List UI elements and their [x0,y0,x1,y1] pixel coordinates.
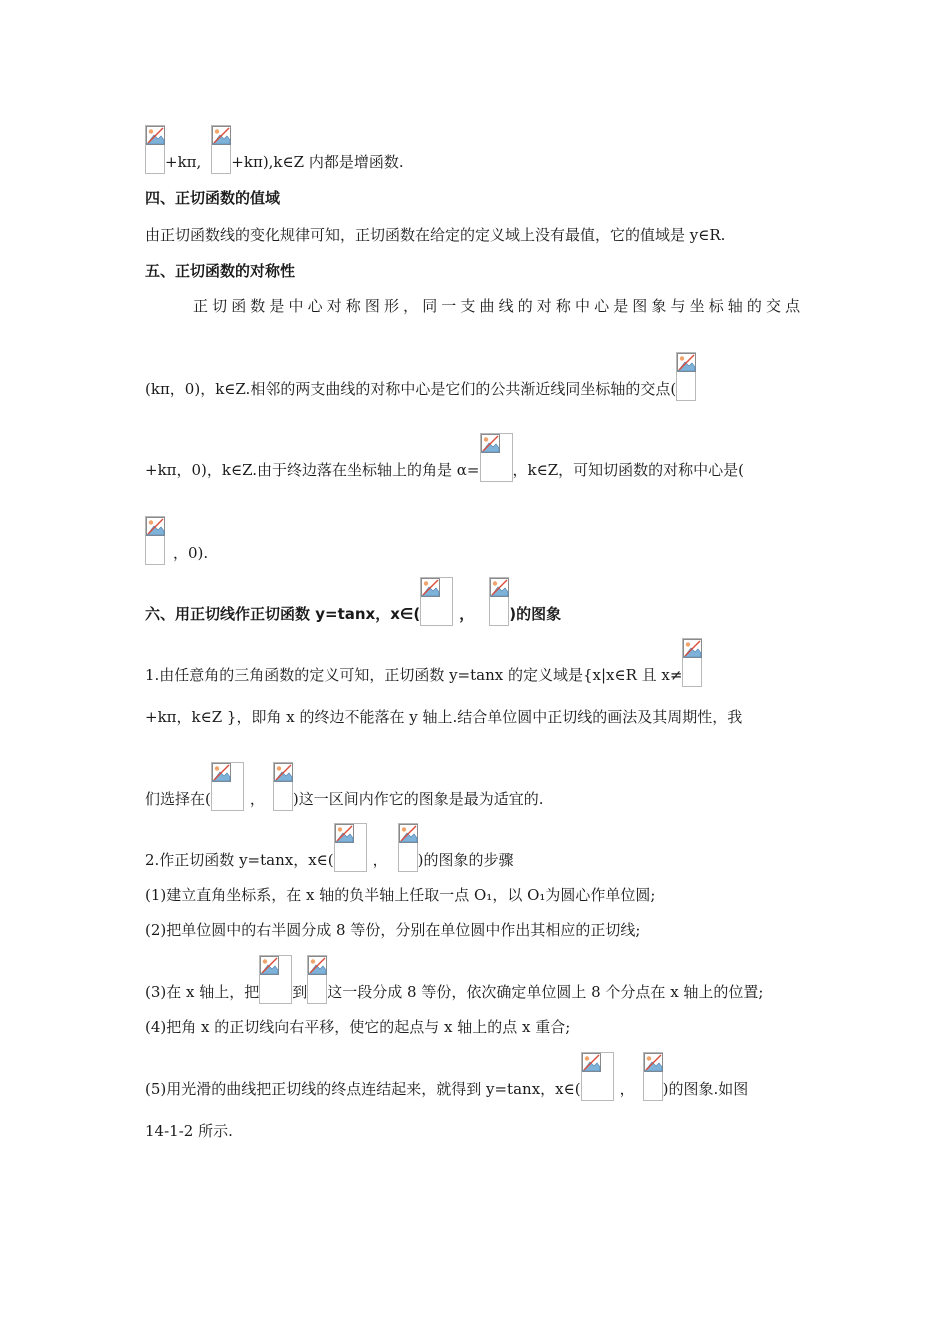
text: )的图象 [509,605,562,623]
paragraph-symmetry-3 [145,433,744,480]
text: ，k∈Z，可知切函数的对称中心是( [512,461,744,479]
text: 这一段分成 8 等份，依次确定单位圆上 8 个分点在 x 轴上的位置; [327,983,764,1001]
broken-image-icon [334,823,367,872]
broken-image-icon [211,125,231,174]
broken-image-icon [489,577,509,626]
broken-image-icon [273,762,293,811]
step-4: (4)把角 x 的正切线向右平移，使它的起点与 x 轴上的点 x 重合; [145,1018,571,1036]
broken-image-glyph [146,517,165,536]
paragraph-domain-3 [145,762,544,809]
text: )的图象.如图 [662,1080,749,1098]
broken-image-glyph [308,956,327,975]
step-2: (2)把单位圆中的右半圆分成 8 等份，分别在单位圆中作出其相应的正切线; [145,921,641,939]
broken-image-icon [643,1052,663,1101]
text: )的图象的步骤 [417,851,514,869]
step-1: (1)建立直角坐标系，在 x 轴的负半轴上任取一点 O₁，以 O₁为圆心作单位圆; [145,886,656,904]
text: +kπ),k∈Z 内都是增函数. [231,153,404,171]
broken-image-glyph [490,578,509,597]
text: 到 [292,983,308,1001]
paragraph-steps-title [145,823,514,870]
section-heading-range: 四、正切函数的值域 [145,189,281,207]
broken-image-glyph [335,824,354,843]
broken-image-icon [211,762,244,811]
broken-image-glyph [212,126,231,145]
text: ， [372,851,388,869]
paragraph-symmetry-1: 正切函数是中心对称图形，同一支曲线的对称中心是图象与坐标轴的交点 [193,297,805,315]
text: +kπ, [165,153,202,171]
paragraph-range: 由正切函数线的变化规律可知，正切函数在给定的定义域上没有最值，它的值域是 y∈R. [145,226,726,244]
broken-image-glyph [582,1053,601,1072]
text: )这一区间内作它的图象是最为适宜的. [292,790,544,808]
text: (3)在 x 轴上，把 [145,983,260,1001]
text: 六、用正切线作正切函数 y=tanx，x∈( [145,605,421,623]
broken-image-icon [581,1052,614,1101]
broken-image-glyph [481,434,500,453]
broken-image-glyph [677,353,696,372]
broken-image-icon [676,352,696,401]
step-3 [145,955,763,1002]
broken-image-glyph [683,639,702,658]
paragraph-symmetry-4 [145,516,208,563]
broken-image-glyph [260,956,279,975]
text: 1.由任意角的三角函数的定义可知，正切函数 y=tanx 的定义域是{x|x∈R 且 x≠ [145,666,683,684]
broken-image-glyph [421,578,440,597]
step-5-continued: 14-1-2 所示. [145,1122,233,1140]
section-heading-graph [145,577,561,624]
paragraph-symmetry-2 [145,352,696,399]
section-heading-symmetry: 五、正切函数的对称性 [145,262,296,280]
text: ， [249,790,265,808]
text: (kπ，0)，k∈Z.相邻的两支曲线的对称中心是它们的公共渐近线同坐标轴的交点( [145,380,677,398]
paragraph-domain-2: +kπ，k∈Z }，即角 x 的终边不能落在 y 轴上.结合单位圆中正切线的画法及其周期性，我 [145,708,743,726]
text: (5)用光滑的曲线把正切线的终点连结起来，就得到 y=tanx，x∈( [145,1080,581,1098]
broken-image-icon [307,955,327,1004]
line-increasing-interval [145,125,404,172]
text: +kπ，0)，k∈Z.由于终边落在坐标轴上的角是 α= [145,461,480,479]
broken-image-icon [145,516,165,565]
broken-image-glyph [212,763,231,782]
broken-image-icon [259,955,292,1004]
text: 们选择在( [145,790,211,808]
step-5 [145,1052,748,1099]
broken-image-glyph [644,1053,663,1072]
broken-image-glyph [274,763,293,782]
text: ， [459,605,475,623]
text: ， [619,1080,635,1098]
broken-image-icon [682,638,702,687]
broken-image-icon [145,125,165,174]
broken-image-glyph [146,126,165,145]
paragraph-domain-1 [145,638,702,685]
broken-image-icon [480,433,513,482]
broken-image-glyph [399,824,418,843]
broken-image-icon [398,823,418,872]
broken-image-icon [420,577,453,626]
text: ，0). [173,544,209,562]
text: 2.作正切函数 y=tanx，x∈( [145,851,334,869]
